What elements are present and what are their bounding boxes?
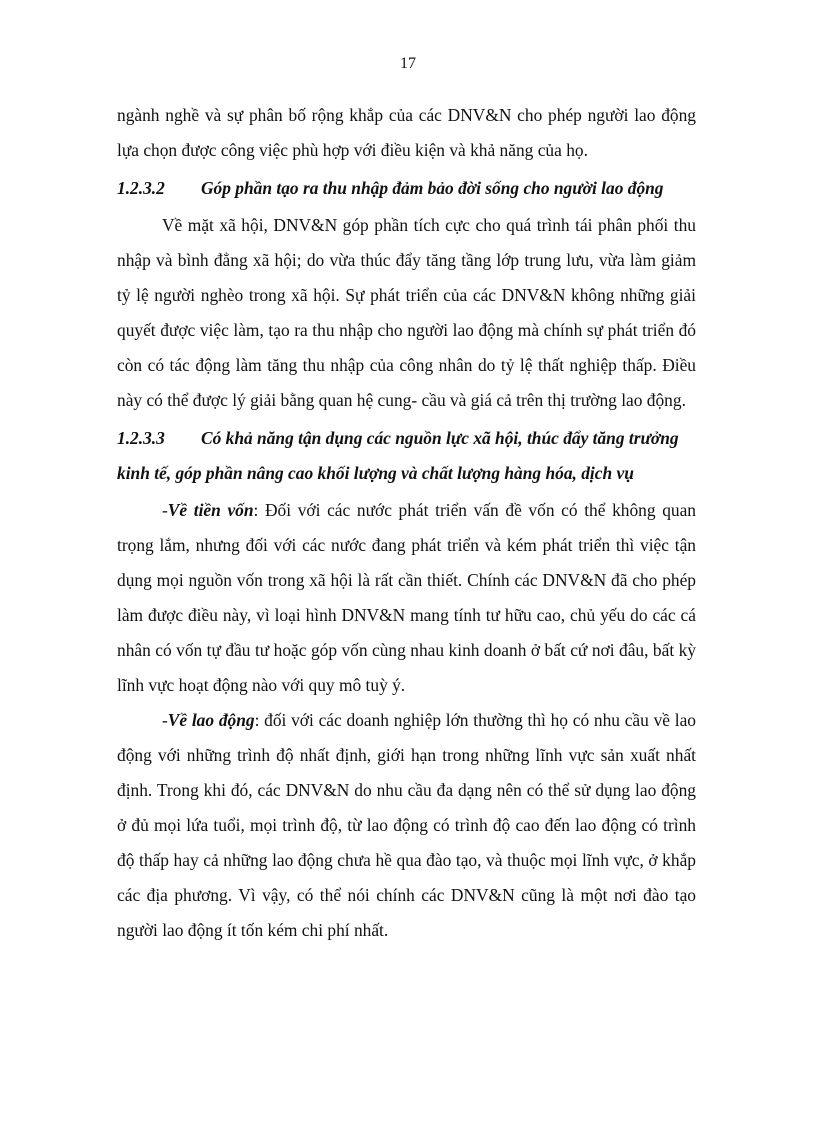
paragraph-body: : Đối với các nước phát triển vấn đề vốn có thể không quan trọng lắm, nhưng đối với các nước đang phát triển và kém phát triển thì việc tận dụng mọi nguồn vốn trong xã hội là rất cần thiết. Chính các DNV&N đã cho phép làm được điều này, vì loại hình DNV&N mang tính tư hữu cao, chủ yếu do các cá nhân có vốn tự đầu tư hoặc góp vốn cùng nhau kinh doanh ở bất cứ nơi đâu, bất kỳ lĩnh vực hoạt động nào với quy mô tuỳ ý. xyxy=(117,500,696,695)
page-number: 17 xyxy=(400,55,416,72)
section-number: 1.2.3.2 xyxy=(117,178,165,198)
lead-term-labor: Về lao động xyxy=(167,710,255,730)
section-title: Có khả năng tận dụng các nguồn lực xã hội, thúc đẩy tăng trưởng kinh tế, góp phần nâng cao khối lượng và chất lượng hàng hóa, dịch vụ xyxy=(117,428,679,483)
paragraph-social-income: Về mặt xã hội, DNV&N góp phần tích cực cho quá trình tái phân phối thu nhập và bình đẳng xã hội; do vừa thúc đẩy tăng tầng lớp trung lưu, vừa làm giảm tỷ lệ người nghèo trong xã hội. Sự phát triển của các DNV&N không những giải quyết được việc làm, tạo ra thu nhập cho người lao động mà chính sự phát triển đó còn có tác động làm tăng thu nhập của công nhân do tỷ lệ thất nghiệp thấp. Điều này có thể được lý giải bằng quan hệ cung- cầu và giá cả trên thị trường lao động. xyxy=(117,215,696,410)
section-heading-1-2-3-3 xyxy=(117,421,696,491)
paragraph-capital xyxy=(117,493,696,703)
paragraph-body: : đối với các doanh nghiệp lớn thường thì họ có nhu cầu về lao động với những trình độ nhất định, giới hạn trong những lĩnh vực sản xuất nhất định. Trong khi đó, các DNV&N do nhu cầu đa dạng nên có thể sử dụng lao động ở đủ mọi lứa tuổi, mọi trình độ, từ lao động có trình độ cao đến lao động có trình độ thấp hay cả những lao động chưa hề qua đào tạo, và thuộc mọi lĩnh vực, ở khắp các địa phương. Vì vậy, có thể nói chính các DNV&N cũng là một nơi đào tạo người lao động ít tốn kém chi phí nhất. xyxy=(117,710,696,940)
paragraph-intro: ngành nghề và sự phân bố rộng khắp của các DNV&N cho phép người lao động lựa chọn được công việc phù hợp với điều kiện và khả năng của họ. xyxy=(117,105,696,160)
section-heading-1-2-3-2 xyxy=(117,171,696,206)
paragraph-labor xyxy=(117,703,696,948)
dash-prefix: - xyxy=(162,500,168,520)
section-title: Góp phần tạo ra thu nhập đảm bảo đời sống cho người lao động xyxy=(201,178,664,198)
body-text xyxy=(117,98,696,948)
lead-term-capital: Về tiền vốn xyxy=(167,500,254,520)
dash-prefix: - xyxy=(162,710,168,730)
section-number: 1.2.3.3 xyxy=(117,428,165,448)
